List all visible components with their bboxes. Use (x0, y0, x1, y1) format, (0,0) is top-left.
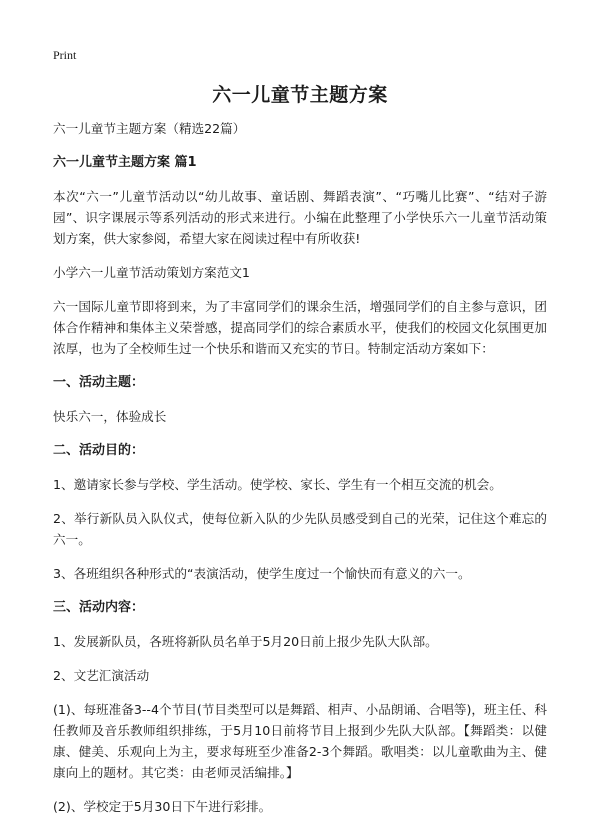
body-paragraph: 六一国际儿童节即将到来，为了丰富同学们的课余生活，增强同学们的自主参与意识，团体合作精神和集体主义荣誉感，提高同学们的综合素质水平，使我们的校园文化氛围更加浓厚，也为了全校师生过一个快乐和谐而又充实的节日。特制定活动方案如下： (53, 299, 547, 356)
body-paragraph: 3、各班组织各种形式的“表演活动，使学生度过一个愉快而有意义的六一。 (53, 566, 471, 581)
body-paragraph: 2、文艺汇演活动 (53, 668, 150, 683)
body-paragraph: 小学六一儿童节活动策划方案范文1 (53, 265, 250, 280)
print-link[interactable]: Print (53, 48, 77, 62)
body-paragraph: 1、发展新队员，各班将新队员名单于5月20日前上报少先队大队部。 (53, 634, 438, 649)
body-paragraph: 六一儿童节主题方案（精选22篇） (53, 121, 246, 136)
body-paragraph: 2、举行新队员入队仪式，使每位新入队的少先队员感受到自己的光荣，记住这个难忘的六一。 (53, 511, 547, 547)
body-paragraph: (2)、学校定于5月30日下午进行彩排。 (53, 799, 272, 814)
document-title: 六一儿童节主题方案 (212, 84, 388, 106)
section-heading: 一、活动主题： (53, 375, 145, 390)
body-paragraph: (1)、每班准备3--4个节目(节目类型可以是舞蹈、相声、小品朗诵、合唱等)，班主任、科任教师及音乐教师组织排练，于5月10日前将节目上报到少先队大队部。【舞蹈类：以健康、健美、乐观向上为主，要求每班至少准备2-3个舞蹈。歌唱类：以儿童歌曲为主、健康向上的题材。其它类：由老师灵活编排。】 (53, 702, 547, 780)
section-heading: 六一儿童节主题方案 篇1 (53, 155, 197, 170)
body-paragraph: 快乐六一，体验成长 (53, 409, 167, 424)
body-paragraph: 本次“六一”儿童节活动以“幼儿故事、童话剧、舞蹈表演”、“巧嘴儿比赛”、“结对子游园”、识字课展示等系列活动的形式来进行。小编在此整理了小学快乐六一儿童节活动策划方案，供大家参阅，希望大家在阅读过程中有所收获! (53, 189, 547, 246)
section-heading: 二、活动目的： (53, 443, 145, 458)
section-heading: 三、活动内容： (53, 600, 145, 615)
body-paragraph: 1、邀请家长参与学校、学生活动。使学校、家长、学生有一个相互交流的机会。 (53, 477, 502, 492)
document-body (53, 118, 547, 830)
